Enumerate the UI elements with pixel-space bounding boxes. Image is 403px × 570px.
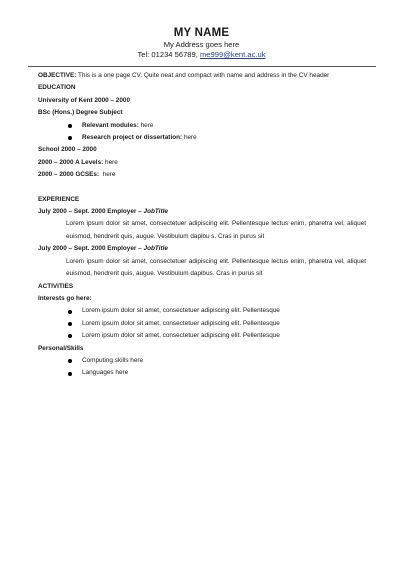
bullet-icon (68, 334, 72, 338)
bullet-icon (68, 310, 72, 314)
alevels-value: here (105, 158, 118, 166)
interest-text: Lorem ipsum dolor sit amet, consectetuer adipiscing elit. Pellentesque (82, 319, 280, 327)
research-value: here (183, 134, 197, 142)
job-title: JobTitle (143, 245, 168, 253)
university-line: University of Kent 2000 – 2000 (38, 96, 130, 104)
gcses-value: here (102, 171, 116, 179)
cv-body (38, 70, 366, 380)
cv-header (0, 27, 403, 60)
alevels-line (38, 157, 366, 169)
interest-item (38, 305, 366, 317)
contact-line (0, 50, 403, 60)
research-label: Research project or dissertation: (82, 134, 183, 142)
job-dates-employer: July 2000 – Sept. 2000 Employer – (38, 245, 142, 253)
modules-item (38, 120, 366, 132)
education-heading: EDUCATION (38, 84, 76, 92)
skill-item (38, 367, 366, 379)
job-heading (38, 206, 366, 218)
objective-row (38, 70, 366, 82)
school-line: School 2000 – 2000 (38, 146, 97, 154)
gcses-label: 2000 – 2000 GCSEs: (38, 171, 100, 179)
job-description: Lorem ipsum dolor sit amet, consectetuer adipiscing elit. Pellentesque lectus enim, pharetra vel, aliquet euismod, hendrerit quis, augue. Vestibulum dapibus. Cras in purus sit (66, 257, 366, 278)
interest-item (38, 318, 366, 330)
activities-heading: ACTIVITIES (38, 282, 74, 290)
research-item (38, 132, 366, 144)
alevels-label: 2000 – 2000 A Levels: (38, 158, 104, 166)
interest-item (38, 330, 366, 342)
objective-label: OBJECTIVE: (38, 72, 77, 79)
phone-number: Tel: 01234 56789, (137, 50, 198, 59)
skill-text: Languages here (82, 369, 129, 377)
bullet-icon (68, 372, 72, 376)
bullet-icon (68, 322, 72, 326)
bullet-icon (68, 136, 72, 140)
job-title: JobTitle (143, 208, 168, 216)
candidate-address: My Address goes here (163, 40, 240, 49)
candidate-name: MY NAME (173, 27, 230, 39)
interest-text: Lorem ipsum dolor sit amet, consectetuer adipiscing elit. Pellentesque (82, 332, 280, 340)
interest-text: Lorem ipsum dolor sit amet, consectetuer adipiscing elit. Pellentesque (82, 307, 280, 315)
modules-value: here (140, 121, 154, 129)
gcses-line (38, 169, 366, 181)
header-divider (28, 66, 376, 67)
bullet-icon (68, 124, 72, 128)
interests-heading: Interests go here: (38, 294, 92, 302)
degree-line: BSc (Hons.) Degree Subject (38, 109, 123, 117)
skill-item (38, 355, 366, 367)
skill-text: Computing skills here (82, 356, 144, 364)
personal-skills-heading: Personal/Skills (38, 344, 84, 352)
job-description: Lorem ipsum dolor sit amet, consectetuer adipiscing elit. Pellentesque lectus enim, pharetra vel, aliquet euismod, hendrerit quis, augue. Vestibulum dapibu s. Cras in purus sit (66, 220, 366, 240)
section-gap (38, 182, 366, 194)
job-dates-employer: July 2000 – Sept. 2000 Employer – (38, 208, 142, 216)
email-link[interactable]: me999@kent.ac.uk (199, 50, 266, 59)
modules-label: Relevant modules: (82, 121, 139, 129)
bullet-icon (68, 359, 72, 363)
objective-text: This is a one page CV. Quite neat and compact with name and address in the CV header (78, 72, 330, 79)
experience-heading: EXPERIENCE (38, 195, 80, 203)
job-heading (38, 243, 366, 255)
